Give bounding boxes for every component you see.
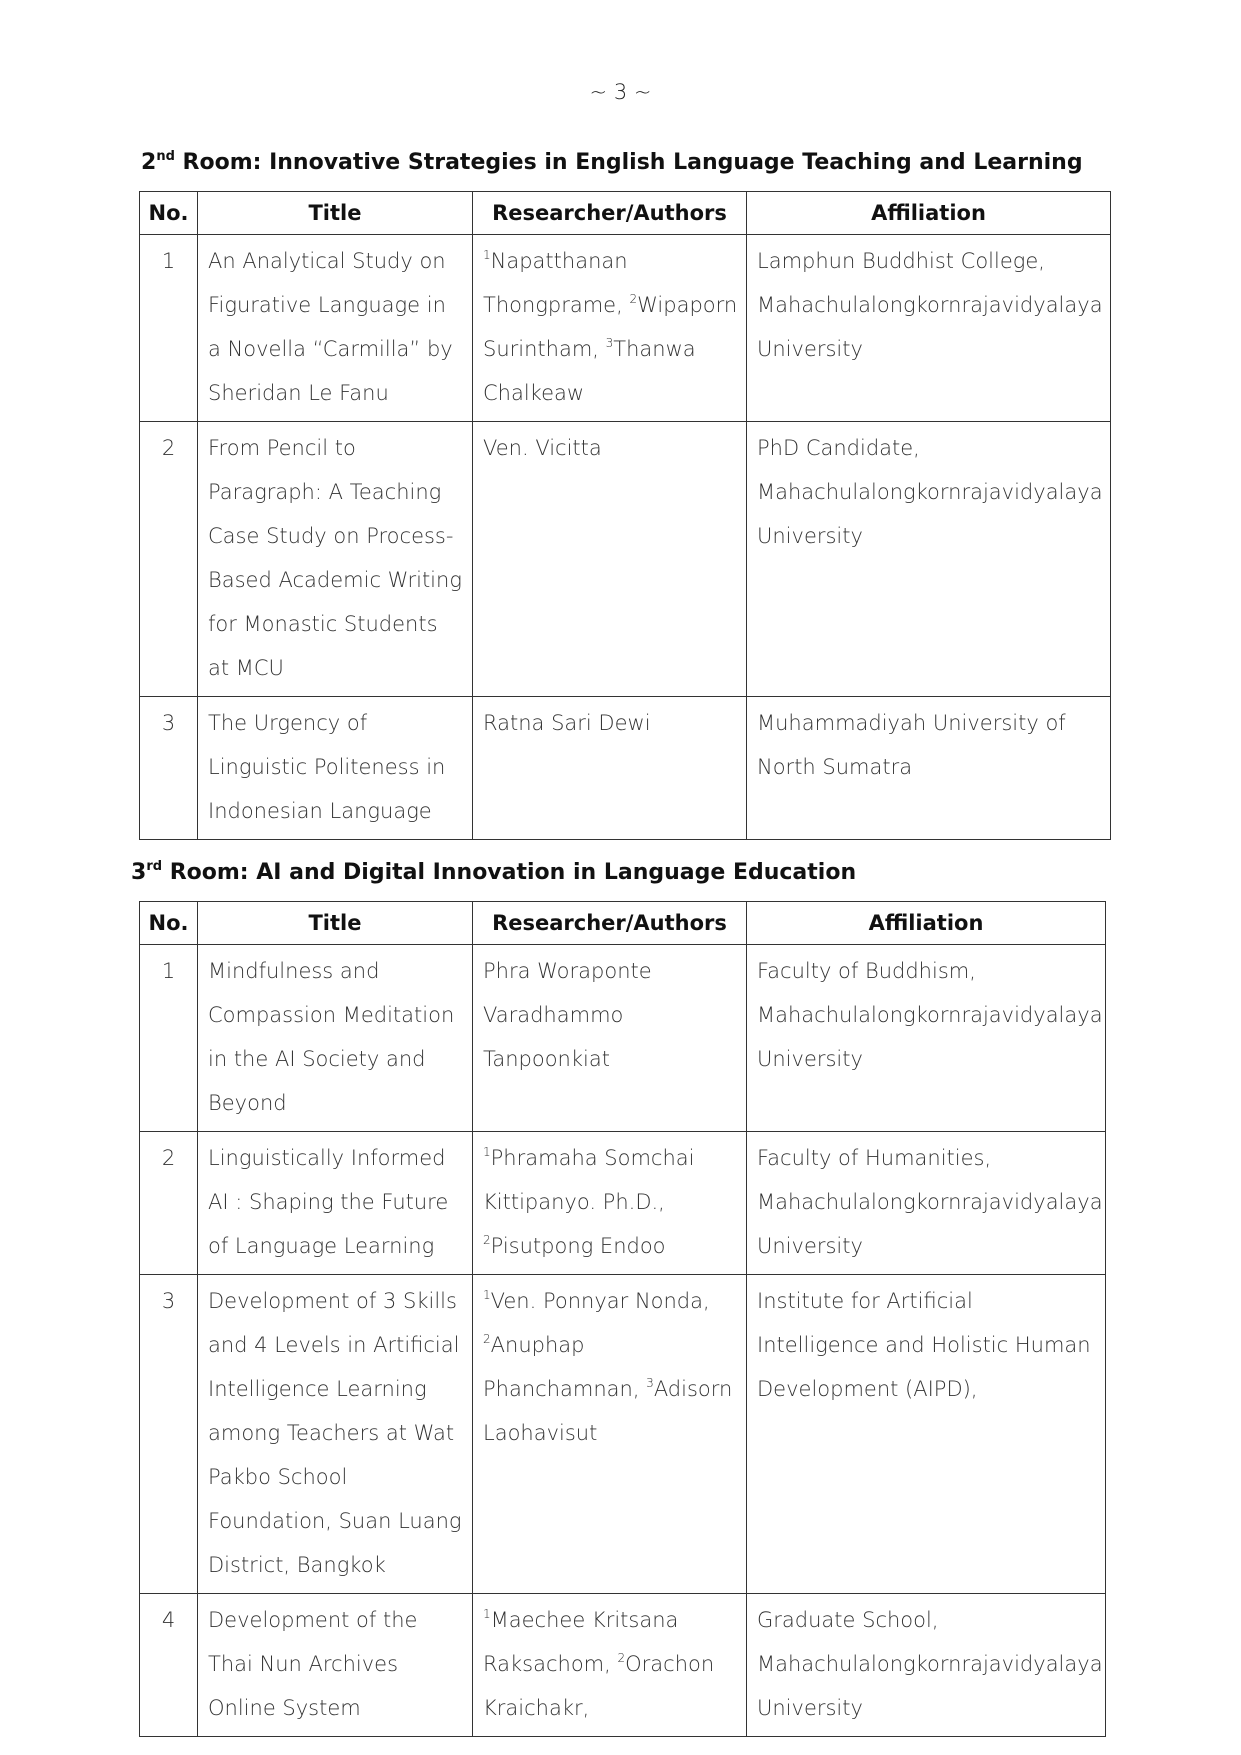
paper-authors	[473, 1275, 747, 1594]
paper-affiliation: PhD Candidate, Mahachulalongkornrajavidyalaya University	[747, 422, 1111, 697]
table-row	[140, 1594, 1106, 1737]
table-row	[140, 945, 1106, 1132]
author-name: Phramaha Somchai Kittipanyo. Ph.D.,	[483, 1146, 702, 1214]
header-no: No.	[140, 902, 198, 945]
author-name: Ven. Vicitta	[483, 436, 602, 460]
author-name: Pisutpong Endoo	[490, 1234, 666, 1258]
paper-title: Linguistically Informed AI : Shaping the Future of Language Learning	[198, 1132, 473, 1275]
room-ordinal-suffix: nd	[156, 149, 175, 164]
author-index: 1	[483, 248, 491, 262]
paper-affiliation: Institute for Artificial Intelligence and Holistic Human Development (AIPD),	[747, 1275, 1106, 1594]
table-row	[140, 697, 1111, 840]
author-index: 1	[483, 1145, 491, 1159]
author-index: 2	[629, 292, 638, 306]
paper-authors	[473, 235, 747, 422]
paper-authors	[473, 945, 747, 1132]
row-number: 2	[140, 1132, 198, 1275]
room-title-text: Room: Innovative Strategies in English Language Teaching and Learning	[174, 150, 1083, 175]
paper-authors	[473, 1594, 747, 1737]
row-number: 3	[140, 697, 198, 840]
author	[483, 711, 651, 735]
session-table	[139, 901, 1106, 1737]
author-name: Orachon Kraichakr,	[483, 1652, 721, 1720]
header-no: No.	[140, 192, 198, 235]
room-title-text: Room: AI and Digital Innovation in Language Education	[162, 860, 857, 885]
row-number: 2	[140, 422, 198, 697]
paper-authors	[473, 422, 747, 697]
paper-affiliation: Faculty of Buddhism, Mahachulalongkornrajavidyalaya University	[747, 945, 1106, 1132]
author-index: 1	[483, 1607, 491, 1621]
author-name: Maechee Kritsana Raksachom,	[483, 1608, 686, 1676]
room-ordinal-number: 3	[131, 860, 147, 885]
header-authors: Researcher/Authors	[473, 902, 747, 945]
author-index: 2	[483, 1332, 491, 1346]
paper-title: Development of 3 Skills and 4 Levels in Artificial Intelligence Learning among Teachers at Wat Pakbo School Foundation, Suan Luang District, Bangkok	[198, 1275, 473, 1594]
session-table	[139, 191, 1111, 840]
author-index: 2	[483, 1233, 491, 1247]
paper-authors	[473, 697, 747, 840]
row-number: 1	[140, 235, 198, 422]
author-name: Thanwa Chalkeaw	[483, 337, 703, 405]
paper-affiliation: Muhammadiyah University of North Sumatra	[747, 697, 1111, 840]
author	[483, 1289, 716, 1313]
author-name: Ratna Sari Dewi	[483, 711, 651, 735]
header-affiliation: Affiliation	[747, 192, 1111, 235]
paper-title: The Urgency of Linguistic Politeness in Indonesian Language	[198, 697, 473, 840]
author	[483, 1333, 646, 1401]
paper-authors	[473, 1132, 747, 1275]
author-index: 1	[483, 1288, 491, 1302]
paper-title: Mindfulness and Compassion Meditation in the AI Society and Beyond	[198, 945, 473, 1132]
author-index: 2	[617, 1651, 626, 1665]
author-index: 3	[605, 336, 614, 350]
author-name: Anuphap Phanchamnan,	[483, 1333, 647, 1401]
author-name: Adisorn Laohavisut	[483, 1377, 740, 1445]
table-row	[140, 1132, 1106, 1275]
author-name: Ven. Ponnyar Nonda,	[490, 1289, 717, 1313]
row-number: 4	[140, 1594, 198, 1737]
author	[483, 436, 602, 460]
header-title: Title	[198, 192, 473, 235]
paper-title: An Analytical Study on Figurative Language in a Novella “Carmilla” by Sheridan Le Fanu	[198, 235, 473, 422]
author	[483, 959, 658, 1071]
table-header-row	[140, 192, 1111, 235]
room-ordinal-suffix: rd	[146, 859, 163, 874]
paper-affiliation: Lamphun Buddhist College, Mahachulalongkornrajavidyalaya University	[747, 235, 1111, 422]
author-index: 3	[646, 1376, 654, 1390]
table-row	[140, 235, 1111, 422]
room-title	[131, 860, 856, 885]
header-title: Title	[198, 902, 473, 945]
author	[483, 249, 634, 317]
paper-affiliation: Graduate School, Mahachulalongkornrajavidyalaya University	[747, 1594, 1106, 1737]
table-row	[140, 1275, 1106, 1594]
page-number: ~ 3 ~	[589, 80, 652, 104]
table-row	[140, 422, 1111, 697]
author-name: Napatthanan Thongprame,	[483, 249, 635, 317]
author-name: Phra Woraponte Varadhammo Tanpoonkiat	[483, 959, 659, 1071]
room-ordinal-number: 2	[141, 150, 157, 175]
paper-title: From Pencil to Paragraph: A Teaching Case Study on Process-Based Academic Writing for Monastic Students at MCU	[198, 422, 473, 697]
header-affiliation: Affiliation	[747, 902, 1106, 945]
table-header-row	[140, 902, 1106, 945]
paper-affiliation: Faculty of Humanities, Mahachulalongkornrajavidyalaya University	[747, 1132, 1106, 1275]
row-number: 3	[140, 1275, 198, 1594]
paper-title: Development of the Thai Nun Archives Online System	[198, 1594, 473, 1737]
header-authors: Researcher/Authors	[473, 192, 747, 235]
author-name: Wipaporn Surintham,	[483, 293, 744, 361]
author	[483, 1146, 701, 1214]
author	[483, 1234, 666, 1258]
room-title	[141, 150, 1083, 175]
row-number: 1	[140, 945, 198, 1132]
